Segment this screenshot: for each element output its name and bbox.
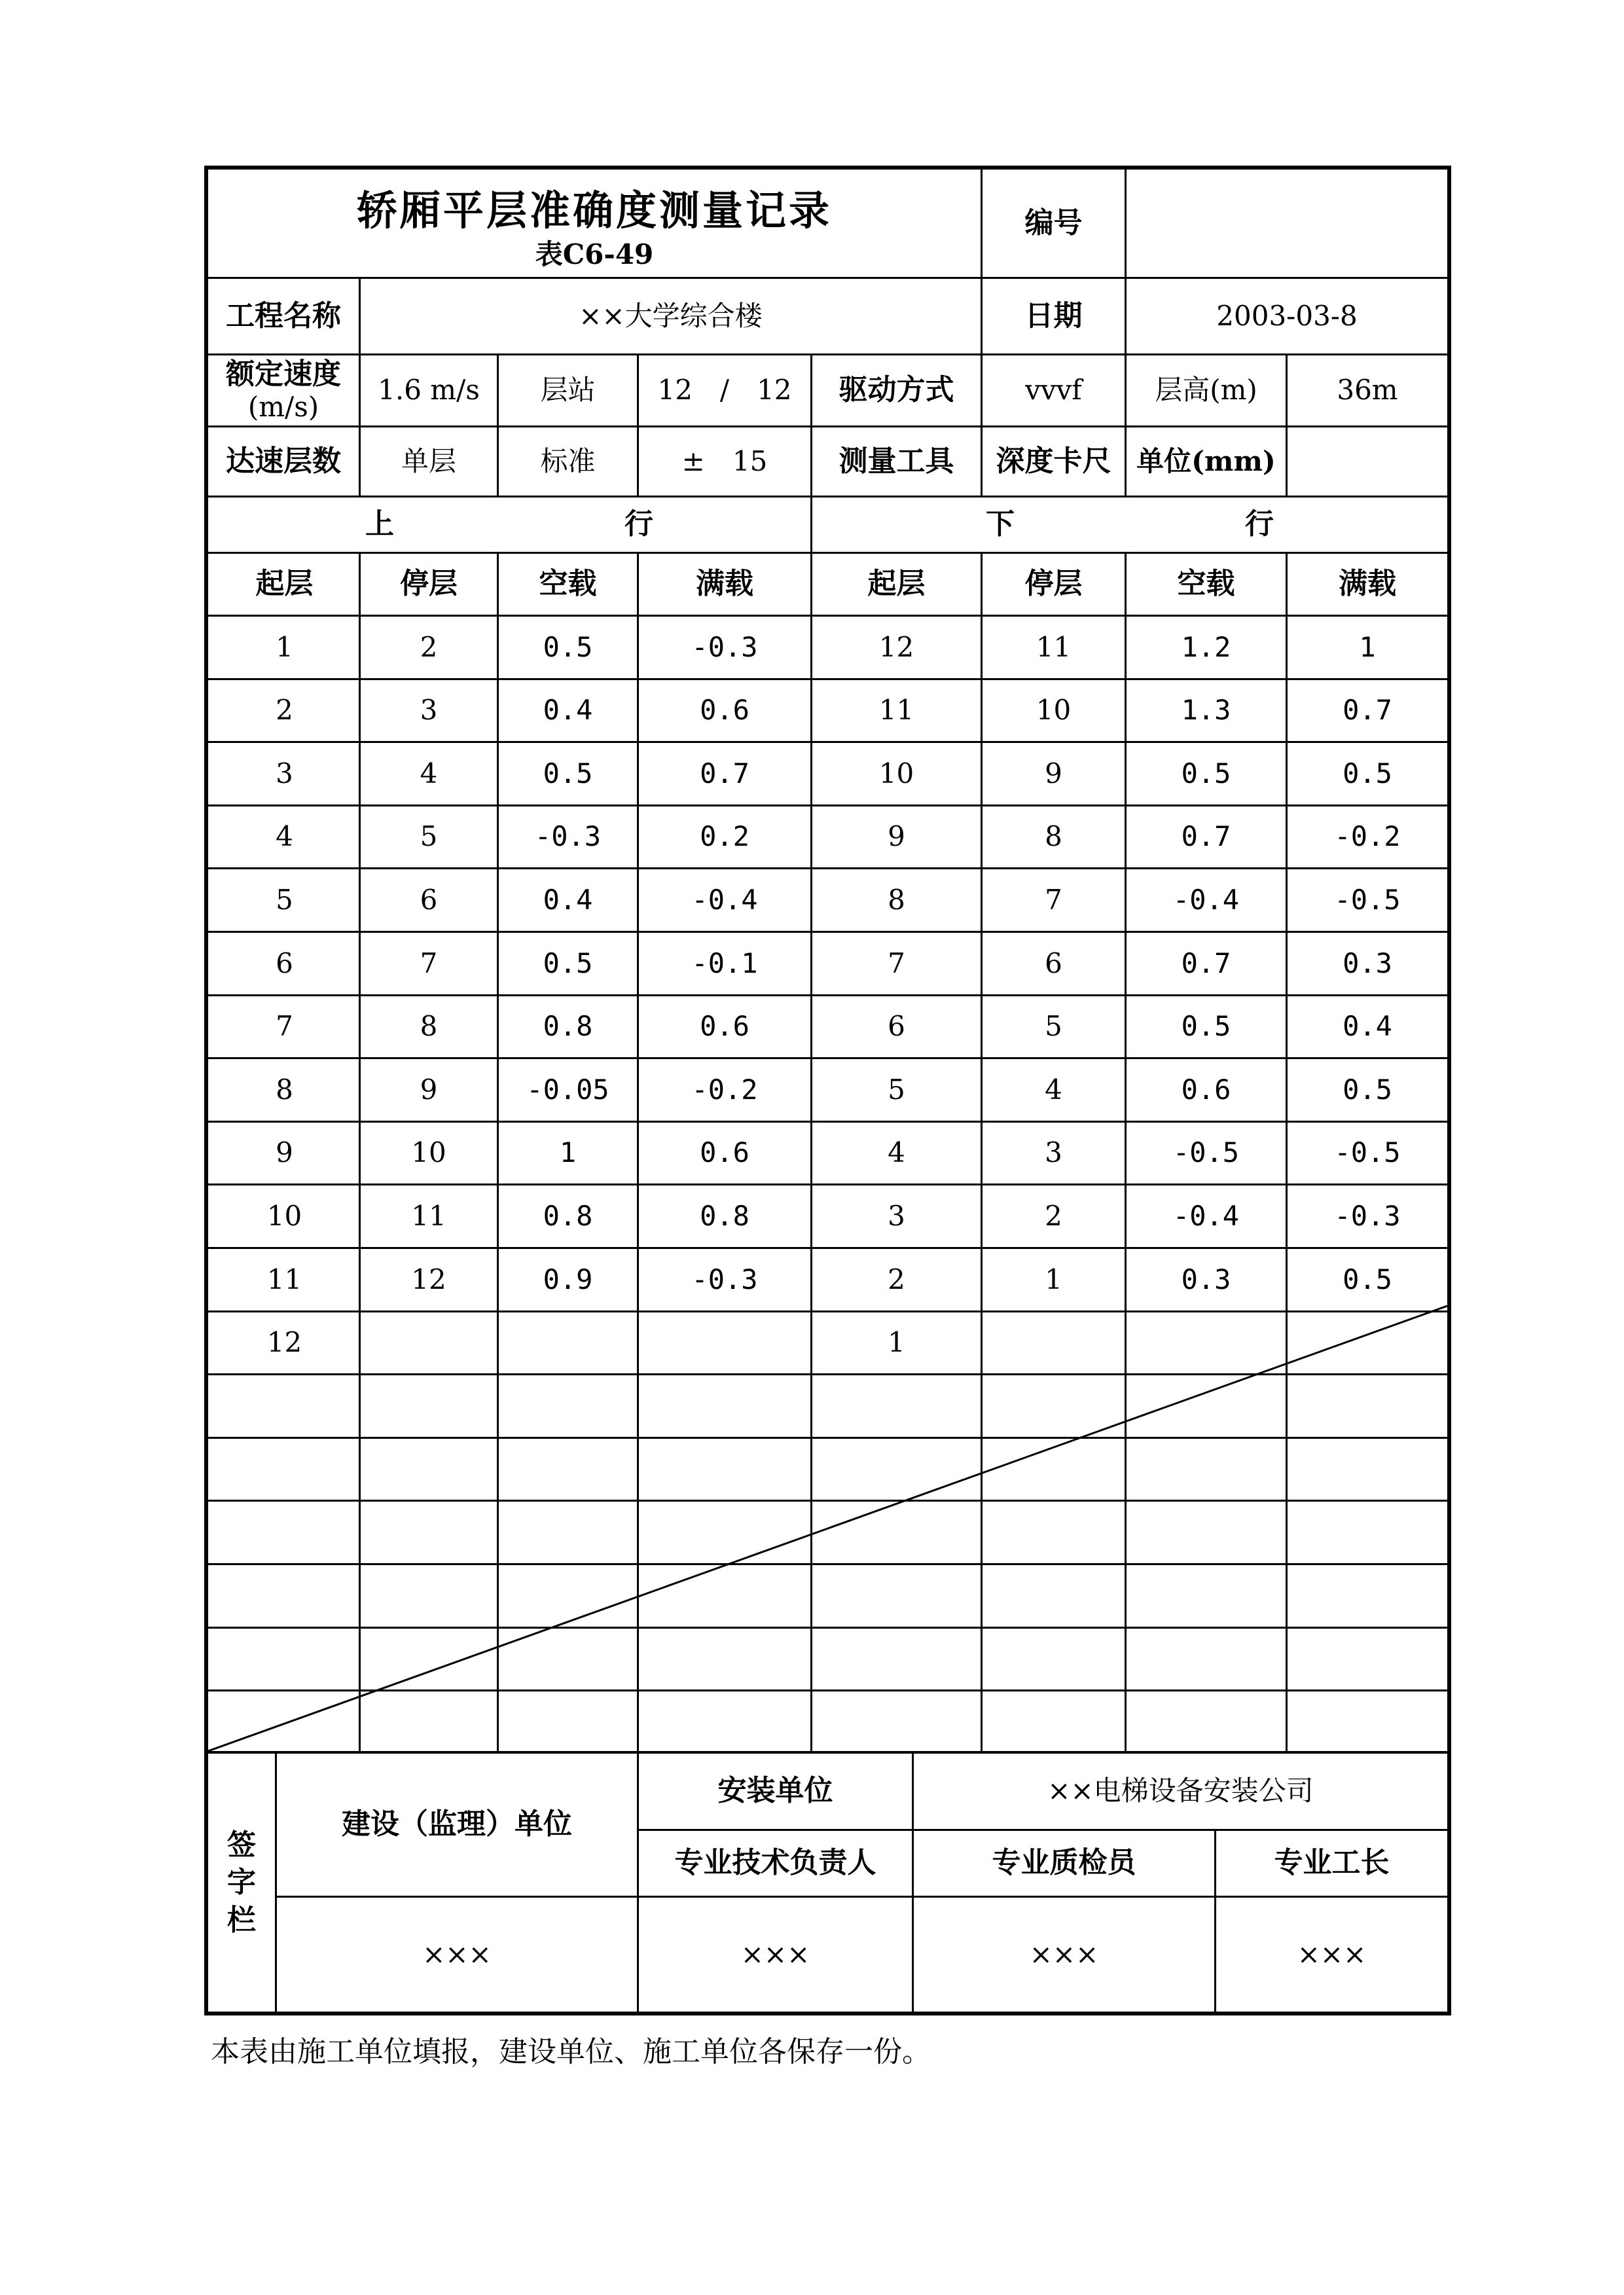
- table-cell[interactable]: [1288, 1375, 1447, 1437]
- table-cell[interactable]: [361, 1375, 497, 1437]
- table-cell[interactable]: [1288, 1312, 1447, 1373]
- date-field[interactable]: 2003-03-8: [1216, 299, 1358, 332]
- table-cell[interactable]: 2: [1045, 1199, 1062, 1232]
- table-cell[interactable]: 3: [888, 1199, 905, 1232]
- table-cell[interactable]: [1127, 1565, 1286, 1627]
- table-cell[interactable]: 10: [411, 1136, 446, 1169]
- table-cell[interactable]: 0.7: [1181, 947, 1231, 979]
- table-cell[interactable]: [639, 1565, 810, 1627]
- table-cell[interactable]: 12: [411, 1263, 446, 1295]
- table-cell[interactable]: 0.4: [543, 694, 593, 727]
- table-cell[interactable]: 11: [1036, 630, 1072, 663]
- table-cell[interactable]: 6: [1045, 947, 1062, 979]
- table-cell[interactable]: 8: [1045, 820, 1062, 853]
- table-cell[interactable]: 5: [276, 883, 293, 916]
- table-cell[interactable]: 5: [1045, 1010, 1062, 1043]
- table-cell[interactable]: [812, 1439, 981, 1500]
- table-cell[interactable]: [361, 1565, 497, 1627]
- rated-speed-label-line2: (m/s): [247, 390, 319, 423]
- installer-label: 安装单位: [717, 1774, 833, 1808]
- project-name-label: 工程名称: [226, 298, 341, 333]
- table-cell[interactable]: 0.9: [543, 1263, 593, 1295]
- table-cell[interactable]: [983, 1691, 1125, 1753]
- form-code: 表C6-49: [535, 238, 654, 270]
- table-cell[interactable]: 0.3: [1343, 947, 1392, 979]
- table-cell[interactable]: 3: [276, 757, 293, 789]
- floor-height-label: 层高(m): [1155, 374, 1257, 407]
- table-cell[interactable]: 0.7: [700, 757, 749, 789]
- table-cell[interactable]: [983, 1629, 1125, 1690]
- table-cell[interactable]: 0.5: [1343, 757, 1392, 789]
- table-cell[interactable]: 0.6: [700, 694, 749, 727]
- rated-speed-label: [208, 355, 359, 425]
- table-cell[interactable]: [983, 1565, 1125, 1627]
- measurement-form: [204, 166, 1451, 2015]
- signature-label-text: 签 字 栏: [227, 1828, 256, 1937]
- table-cell[interactable]: 9: [1045, 757, 1062, 789]
- table-cell[interactable]: -0.4: [1172, 883, 1240, 916]
- table-cell[interactable]: [499, 1629, 637, 1690]
- table-cell[interactable]: 0.5: [1181, 1010, 1231, 1043]
- table-cell[interactable]: [361, 1439, 497, 1500]
- rated-speed-field[interactable]: 1.6 m/s: [378, 374, 480, 407]
- table-cell[interactable]: [812, 1629, 981, 1690]
- number-label: 编号: [1024, 206, 1083, 240]
- table-cell[interactable]: [983, 1312, 1125, 1373]
- up-direction-header: 上 行: [365, 507, 653, 541]
- table-cell[interactable]: [210, 1629, 359, 1690]
- table-cell[interactable]: [361, 1691, 497, 1753]
- table-cell[interactable]: [499, 1565, 637, 1627]
- table-cell[interactable]: 2: [276, 694, 293, 727]
- table-cell[interactable]: 6: [276, 947, 293, 979]
- table-cell[interactable]: [210, 1502, 359, 1563]
- table-cell[interactable]: 12: [878, 630, 914, 663]
- table-cell[interactable]: 7: [420, 947, 438, 979]
- table-cell[interactable]: 0.5: [1181, 757, 1231, 789]
- table-cell[interactable]: 4: [276, 820, 293, 853]
- column-header: 起层: [255, 567, 314, 601]
- stations-field[interactable]: 12 / 12: [657, 374, 792, 407]
- table-cell[interactable]: 11: [411, 1199, 446, 1232]
- floors-label: 达速层数: [226, 444, 341, 478]
- table-cell[interactable]: 4: [420, 757, 438, 789]
- column-header: 起层: [867, 567, 926, 601]
- table-cell[interactable]: 8: [888, 883, 905, 916]
- table-cell[interactable]: 5: [888, 1073, 905, 1106]
- table-cell[interactable]: [1288, 1502, 1447, 1563]
- column-header: 满载: [696, 567, 753, 601]
- table-cell[interactable]: 1: [1359, 630, 1376, 663]
- table-cell[interactable]: [639, 1502, 810, 1563]
- table-cell[interactable]: 0.2: [700, 820, 749, 853]
- table-cell[interactable]: -0.1: [691, 947, 758, 979]
- table-cell[interactable]: [812, 1375, 981, 1437]
- table-cell[interactable]: 1: [276, 630, 293, 663]
- table-cell[interactable]: [499, 1375, 637, 1437]
- table-cell[interactable]: 11: [878, 694, 914, 727]
- table-cell[interactable]: 10: [266, 1199, 302, 1232]
- table-cell[interactable]: [1127, 1691, 1286, 1753]
- table-cell[interactable]: 6: [420, 883, 438, 916]
- date-label: 日期: [1024, 298, 1083, 333]
- floor-height-field[interactable]: 36m: [1337, 374, 1398, 407]
- table-cell[interactable]: 0.5: [543, 947, 593, 979]
- table-cell[interactable]: [1288, 1629, 1447, 1690]
- table-cell[interactable]: -0.5: [1334, 1136, 1401, 1169]
- standard-field[interactable]: ± 15: [681, 444, 768, 477]
- table-cell[interactable]: -0.4: [1172, 1199, 1240, 1232]
- table-cell[interactable]: 0.6: [700, 1136, 749, 1169]
- table-cell[interactable]: 4: [888, 1136, 905, 1169]
- table-cell[interactable]: 0.5: [1343, 1263, 1392, 1295]
- table-cell[interactable]: 5: [420, 820, 438, 853]
- table-cell[interactable]: 4: [1045, 1073, 1062, 1106]
- table-cell[interactable]: [499, 1691, 637, 1753]
- table-cell[interactable]: [1288, 1691, 1447, 1753]
- table-cell[interactable]: 1.3: [1181, 694, 1231, 727]
- table-cell[interactable]: 9: [888, 820, 905, 853]
- table-cell[interactable]: 0.8: [543, 1199, 593, 1232]
- column-header: 空载: [1177, 567, 1235, 601]
- table-cell[interactable]: [499, 1312, 637, 1373]
- footnote: 本表由施工单位填报，建设单位、施工单位各保存一份。: [211, 2035, 931, 2069]
- table-cell[interactable]: 0.8: [543, 1010, 593, 1043]
- table-cell[interactable]: [812, 1691, 981, 1753]
- table-cell[interactable]: 7: [888, 947, 905, 979]
- table-cell[interactable]: -0.05: [526, 1073, 609, 1106]
- table-cell[interactable]: 12: [266, 1326, 302, 1359]
- column-header: 满载: [1339, 567, 1396, 601]
- unit-field[interactable]: [1288, 427, 1447, 496]
- table-cell[interactable]: [1127, 1439, 1286, 1500]
- tech-lead-label: 专业技术负责人: [674, 1846, 876, 1880]
- table-cell[interactable]: 8: [420, 1010, 438, 1043]
- table-cell[interactable]: 2: [888, 1263, 905, 1295]
- table-cell[interactable]: [639, 1312, 810, 1373]
- inspector-signature-field[interactable]: ×××: [1029, 1938, 1099, 1970]
- rated-speed-label-line1: 额定速度: [226, 357, 341, 391]
- table-cell[interactable]: -0.2: [1334, 820, 1401, 853]
- table-cell[interactable]: 1: [559, 1136, 577, 1169]
- table-cell[interactable]: [1127, 1375, 1286, 1437]
- table-cell[interactable]: [1127, 1629, 1286, 1690]
- builder-signature-field[interactable]: ×××: [422, 1938, 492, 1970]
- table-cell[interactable]: 0.8: [700, 1199, 749, 1232]
- column-header: 停层: [1024, 567, 1083, 601]
- table-cell[interactable]: [983, 1375, 1125, 1437]
- table-cell[interactable]: 0.5: [543, 630, 593, 663]
- stations-label: 层站: [540, 374, 596, 407]
- table-cell[interactable]: [1288, 1439, 1447, 1500]
- table-cell[interactable]: 7: [1045, 883, 1062, 916]
- table-cell[interactable]: [639, 1375, 810, 1437]
- drive-label: 驱动方式: [839, 373, 954, 407]
- table-cell[interactable]: [812, 1565, 981, 1627]
- table-cell[interactable]: [361, 1629, 497, 1690]
- table-cell[interactable]: 2: [420, 630, 438, 663]
- table-cell[interactable]: 8: [276, 1073, 293, 1106]
- down-direction-header: 下 行: [986, 507, 1274, 541]
- table-cell[interactable]: [210, 1439, 359, 1500]
- table-cell[interactable]: 6: [888, 1010, 905, 1043]
- table-cell[interactable]: [499, 1439, 637, 1500]
- table-cell[interactable]: 9: [420, 1073, 438, 1106]
- table-cell[interactable]: -0.5: [1172, 1136, 1240, 1169]
- table-cell[interactable]: 0.4: [1343, 1010, 1392, 1043]
- table-cell[interactable]: [499, 1502, 637, 1563]
- tool-label: 测量工具: [839, 444, 954, 478]
- table-cell[interactable]: -0.3: [691, 630, 758, 663]
- table-cell[interactable]: 0.5: [543, 757, 593, 789]
- table-cell[interactable]: [812, 1502, 981, 1563]
- table-cell[interactable]: -0.3: [691, 1263, 758, 1295]
- table-cell[interactable]: 1: [1045, 1263, 1062, 1295]
- table-cell[interactable]: -0.3: [534, 820, 602, 853]
- drive-field[interactable]: vvvf: [1025, 374, 1082, 407]
- table-cell[interactable]: 1.2: [1181, 630, 1231, 663]
- inspector-label: 专业质检员: [992, 1846, 1136, 1880]
- table-cell[interactable]: [639, 1629, 810, 1690]
- unit-label: 单位(mm): [1136, 444, 1276, 477]
- tech-lead-signature-field[interactable]: ×××: [740, 1938, 810, 1970]
- table-cell[interactable]: 1: [888, 1326, 905, 1359]
- table-cell[interactable]: 0.4: [543, 883, 593, 916]
- builder-label: 建设（监理）单位: [342, 1807, 572, 1841]
- form-title: 轿厢平层准确度测量记录: [356, 187, 832, 235]
- table-cell[interactable]: -0.3: [1334, 1199, 1401, 1232]
- number-field[interactable]: [1127, 170, 1447, 277]
- table-cell[interactable]: 0.6: [1181, 1073, 1231, 1106]
- column-header: 空载: [539, 567, 597, 601]
- signature-section-label: [208, 1754, 275, 2012]
- table-cell[interactable]: 0.3: [1181, 1263, 1231, 1295]
- table-cell[interactable]: 10: [1036, 694, 1072, 727]
- table-cell[interactable]: -0.4: [691, 883, 758, 916]
- foreman-signature-field[interactable]: ×××: [1297, 1938, 1367, 1970]
- table-cell[interactable]: -0.5: [1334, 883, 1401, 916]
- table-cell[interactable]: 3: [420, 694, 438, 727]
- table-cell[interactable]: 0.7: [1181, 820, 1231, 853]
- floors-field[interactable]: 单层: [401, 444, 456, 477]
- table-cell[interactable]: 10: [878, 757, 914, 789]
- standard-label: 标准: [540, 444, 596, 477]
- table-cell[interactable]: [639, 1691, 810, 1753]
- foreman-label: 专业工长: [1274, 1846, 1390, 1880]
- table-cell[interactable]: [1288, 1565, 1447, 1627]
- table-cell[interactable]: [210, 1565, 359, 1627]
- table-cell[interactable]: -0.2: [691, 1073, 758, 1106]
- table-cell[interactable]: 0.7: [1343, 694, 1392, 727]
- table-cell[interactable]: [361, 1502, 497, 1563]
- table-cell[interactable]: [639, 1439, 810, 1500]
- table-cell[interactable]: [1127, 1502, 1286, 1563]
- table-cell[interactable]: 9: [276, 1136, 293, 1169]
- table-cell[interactable]: 7: [276, 1010, 293, 1043]
- table-cell[interactable]: [210, 1375, 359, 1437]
- table-cell[interactable]: [361, 1312, 497, 1373]
- table-cell[interactable]: 0.5: [1343, 1073, 1392, 1106]
- table-cell[interactable]: [983, 1439, 1125, 1500]
- installer-field[interactable]: ××电梯设备安装公司: [1047, 1775, 1314, 1807]
- column-header: 停层: [400, 567, 458, 601]
- table-cell[interactable]: [210, 1691, 359, 1753]
- table-cell[interactable]: [1127, 1312, 1286, 1373]
- table-cell[interactable]: 11: [266, 1263, 302, 1295]
- table-cell[interactable]: [983, 1502, 1125, 1563]
- table-cell[interactable]: 3: [1045, 1136, 1062, 1169]
- tool-field[interactable]: 深度卡尺: [996, 444, 1111, 478]
- table-cell[interactable]: 0.6: [700, 1010, 749, 1043]
- project-name-field[interactable]: ××大学综合楼: [579, 299, 763, 332]
